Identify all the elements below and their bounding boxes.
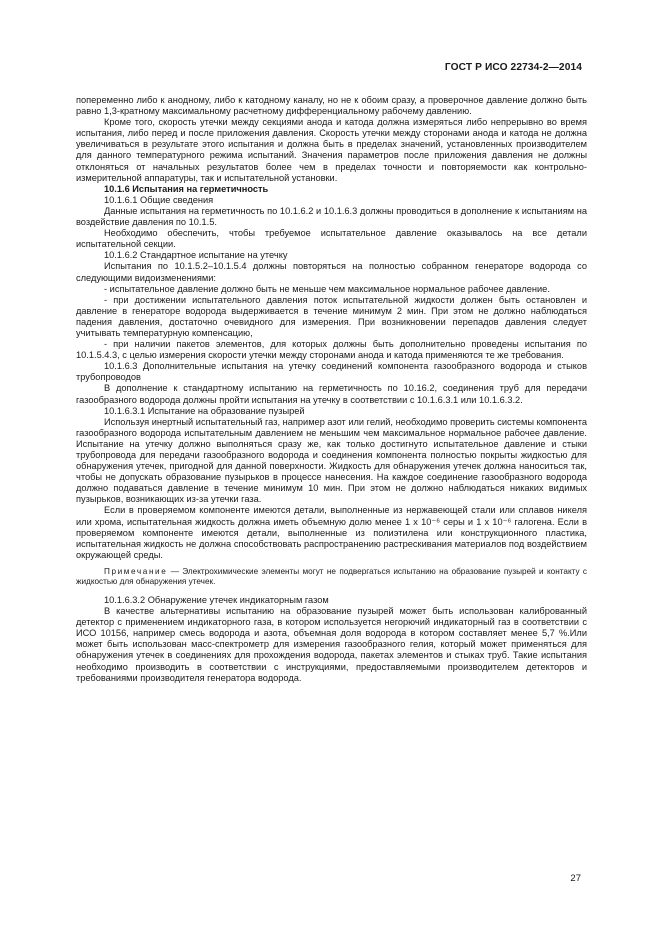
- note-label: Примечание: [104, 566, 168, 576]
- note: [76, 567, 587, 588]
- subsection-heading-10-1-6-1: 10.1.6.1 Общие сведения: [104, 194, 214, 205]
- subsection-heading-10-1-6-3-1: 10.1.6.3.1 Испытание на образование пузырей: [104, 405, 305, 416]
- list-item-cell-stacks: - при наличии пакетов элементов, для которых должны быть дополнительно проведены испытания по 10.1.5.4.3, с целью измерения скорости утечки между сторонами анода и катода применяются те же требования.: [76, 339, 587, 361]
- note-text: — Электрохимические элементы могут не подвергаться испытанию на образование пузырей и контакту с жидкостью для обнаружения утечек.: [76, 566, 587, 587]
- subsection-heading-10-1-6-3: 10.1.6.3 Дополнительные испытания на утечку соединений компонента газообразного водорода и стыков трубопроводов: [76, 361, 587, 383]
- body-text: [76, 95, 587, 684]
- paragraph-continuation: попеременно либо к анодному, либо к катодному каналу, но не к обоим сразу, а проверочное давление должно быть равно 1,3-кратному максимальному расчетному дифференциальному рабочему давлению.: [76, 95, 587, 117]
- paragraph-general-tests: Данные испытания на герметичность по 10.1.6.2 и 10.1.6.3 должны проводиться в дополнение к испытаниям на воздействие давления по 10.1.5.: [76, 205, 587, 228]
- paragraph-additional-tests: В дополнение к стандартному испытанию на герметичность по 10.16.2, соединения труб для передачи газообразного водорода должны пройти испытания на утечку в соответствии с 10.1.6.3.1 или 10.1.6.3.2.: [76, 383, 587, 405]
- section-heading-10-1-6: 10.1.6 Испытания на герметичность: [104, 183, 269, 194]
- page-number: 27: [570, 873, 581, 884]
- standard-designation: ГОСТ Р ИСО 22734-2—2014: [444, 62, 582, 73]
- paragraph-test-liquid: Если в проверяемом компоненте имеются детали, выполненные из нержавеющей стали или сплавов никеля или хрома, испытательная жидкость должна иметь объемную долю менее 1 х 10⁻⁶ серы и 1 х 10⁻⁶ галогена. Если в проверяемом компоненте имеются детали, выполненные из полиэтилена или конструкционного пластика, испытательная жидкость не должна способствовать распространению растрескивания материалов под воздействием окружающей среды.: [76, 505, 587, 560]
- paragraph-standard-test: Испытания по 10.1.5.2–10.1.5.4 должны повторяться на полностью собранном генераторе водорода со следующими видоизменениями:: [76, 261, 587, 283]
- paragraph-tracer-gas: В качестве альтернативы испытанию на образование пузырей может быть использован калиброванный детектор с применением индикаторного газа, в котором используется негорючий индикаторный газ в соответствии с ИСО 10156, например смесь водорода и азота, объемная доля водорода в котором составляет менее 5,7 %.Или может быть использован масс-спектрометр для измерения газообразного гелия, который может применяться для обнаружения утечек в соединениях для прохождения водорода, пакетах элементов и стыках труб. Такие испытания необходимо производить в соответствии с инструкциями, предоставляемыми производителем детекторов и требованиями производителя генератора водорода.: [76, 606, 587, 683]
- subsection-heading-10-1-6-2: 10.1.6.2 Стандартное испытание на утечку: [104, 250, 288, 261]
- subsection-heading-10-1-6-3-2: 10.1.6.3.2 Обнаружение утечек индикаторным газом: [104, 594, 329, 605]
- list-item-flow-stop: - при достижении испытательного давления поток испытательной жидкости должен быть остановлен и давление в генераторе водорода выдерживается в течение минимум 2 мин. При этом не должно наблюдаться падения давления, достаточно очевидного для измерения. При возникновении перепадов давления следует учитывать температурную компенсацию,: [76, 294, 587, 338]
- paragraph-test-pressure: Необходимо обеспечить, чтобы требуемое испытательное давление оказывалось на все детали испытательной секции.: [76, 228, 587, 250]
- paragraph-leak-rate: Кроме того, скорость утечки между секциями анода и катода должна измеряться либо непрерывно во время испытания, либо перед и после приложения давления. Скорость утечки между сторонами анода и катода не должна увеличиваться в результате этого испытания и должна быть в пределах значений, установленных производителем для данного температурного режима испытаний. Значения параметров после приложения давления не должны отклоняться от начальных результатов более чем в пределах точности и повторяемости как контрольно-измерительной аппаратуры, так и испытательной установки.: [76, 117, 587, 183]
- list-item-pressure: - испытательное давление должно быть не меньше чем максимальное нормальное рабочее давление.: [104, 283, 550, 294]
- paragraph-bubble-test: Используя инертный испытательный газ, например азот или гелий, необходимо проверить системы компонента газообразного водорода испытательным давлением не меньшим чем максимальное нормальное рабочее давление. Испытание на утечку должно выполняться сразу же, как только достигнуто испытательное давление и стыки трубопровода для передачи газообразного водорода и соединения компонента полностью покрыты жидкостью для обнаружения утечек, пригодной для данной поверхности. Жидкость для обнаружения утечек должна наноситься так, чтобы не допускать образование пузырьков в процессе нанесения. На каждое соединение газообразного водорода должно подаваться давление в течение минимум 10 мин. При этом не должно наблюдаться никаких видимых пузырьков, возникающих из-за утечки газа.: [76, 416, 587, 505]
